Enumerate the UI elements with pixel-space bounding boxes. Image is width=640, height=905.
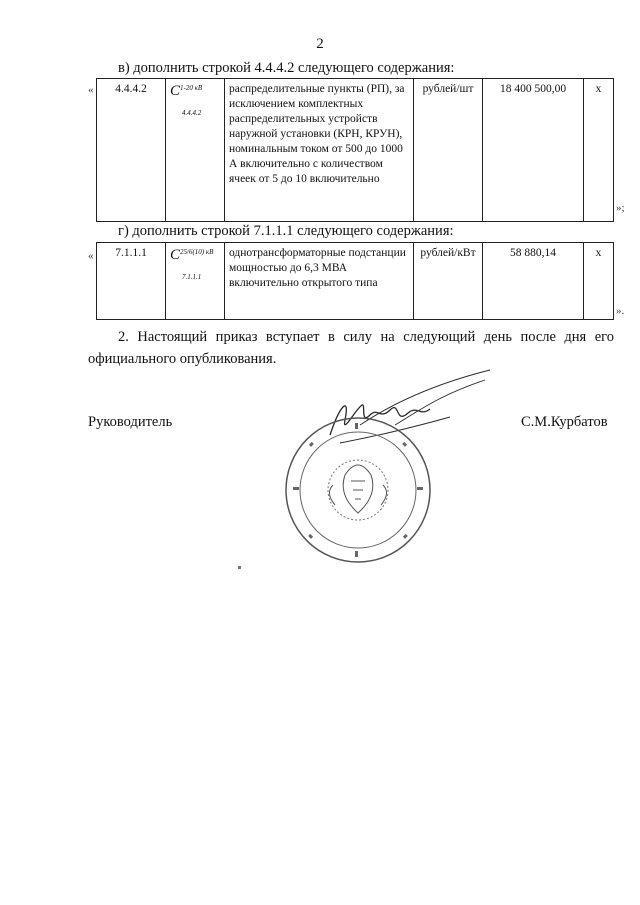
code-sup: 25/6(10) кВ [180, 248, 214, 257]
code-sub: 7.1.1.1 [182, 272, 202, 281]
section-v-intro: в) дополнить строкой 4.4.4.2 следующего содержания: [118, 60, 455, 76]
open-quote: « [88, 250, 94, 262]
code-letter: C [170, 83, 181, 99]
code-sup: 1-20 кВ [180, 84, 203, 93]
table-row-7-1-1-1 [96, 242, 614, 320]
code-sub: 4.4.4.2 [182, 108, 202, 117]
row-value: 18 400 500,00 [483, 79, 584, 222]
row-x: х [584, 243, 614, 320]
code-letter: C [170, 247, 181, 263]
scan-dot [238, 566, 241, 569]
close-quote: »; [616, 202, 625, 214]
row-unit: рублей/шт [414, 79, 483, 222]
table-row-4-4-4-2 [96, 78, 614, 222]
open-quote: « [88, 84, 94, 96]
row-number: 7.1.1.1 [97, 243, 166, 320]
code-symbol [166, 243, 225, 320]
code-symbol [166, 79, 225, 222]
close-quote: ». [616, 305, 625, 317]
signatory-role: Руководитель [88, 414, 173, 430]
paragraph-2: 2. Настоящий приказ вступает в силу на следующий день после дня его официального опубликования. [88, 329, 614, 367]
row-description: однотрансформаторные подстанции мощностью до 6,3 МВА включительно открытого типа [225, 243, 414, 320]
row-number: 4.4.4.2 [97, 79, 166, 222]
row-value: 58 880,14 [483, 243, 584, 320]
section-g-intro: г) дополнить строкой 7.1.1.1 следующего содержания: [118, 223, 454, 239]
row-description: распределительные пункты (РП), за исключением комплектных распределительных устройств наружной установки (КРН, КРУН), номинальным током от 500 до 1000 А включительно с количеством ячеек от 5 до 10 включительно [225, 79, 414, 222]
row-x: х [584, 79, 614, 222]
page-number: 2 [316, 36, 324, 52]
table-row [97, 243, 614, 320]
official-seal [283, 415, 433, 565]
table-row [97, 79, 614, 222]
row-unit: рублей/кВт [414, 243, 483, 320]
signatory-name: С.М.Курбатов [521, 414, 608, 430]
